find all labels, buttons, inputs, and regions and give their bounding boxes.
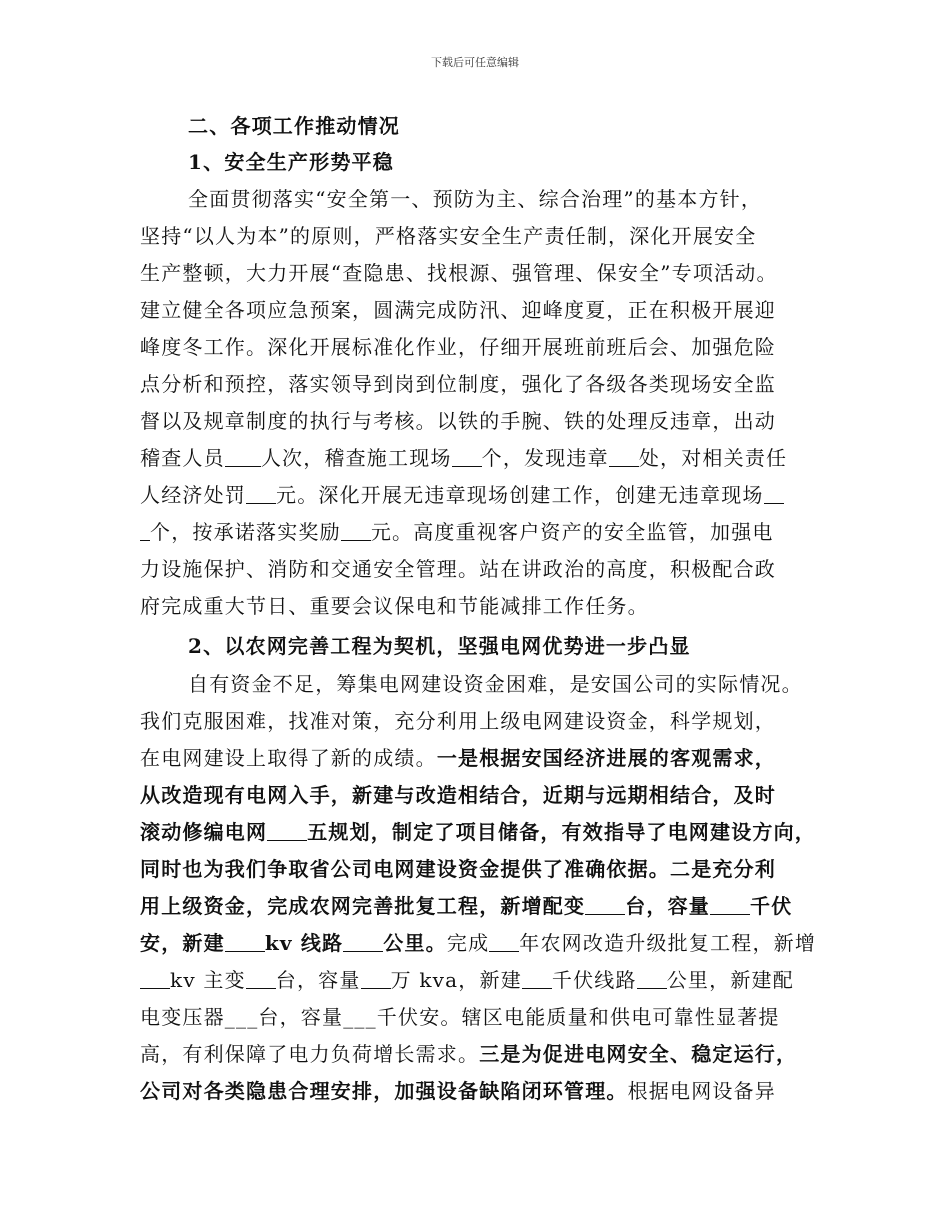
paragraph-line: 督以及规章制度的执行与考核。以铁的手腕、铁的处理反违章，出动 [140,409,776,433]
paragraph-line [140,925,820,961]
text-run: 在电网建设上取得了新的成绩。 [140,746,437,770]
text-run: 公里，新建配 [666,968,794,992]
paragraph-line [140,440,820,476]
bold-text-run: 五规划，制定了项目储备，有效指导了电网建设方向， [307,820,817,844]
text-run: 元。高度重视客户资产的安全监管，加强电 [370,520,774,544]
bold-text-run: 台，容量 [625,894,711,918]
bold-text-run: 安，新建 [140,931,225,955]
blank-field [246,485,276,504]
blank-field [522,970,552,989]
bold-text-run: 滚动修编电网 [140,820,268,844]
paragraph-line [140,962,820,998]
text-run: 完成 [446,931,490,955]
paragraph-line: 自有资金不足，筹集电网建设资金困难，是安国公司的实际情况。 [188,672,803,696]
blank-field [140,970,170,989]
paragraph-line [140,740,820,776]
blank-field [452,448,482,467]
blank-field [140,522,150,541]
paragraph-line: 府完成重大节日、重要会议保电和节能减排工作任务。 [140,594,649,618]
section-heading: 二、各项工作推动情况 [188,114,400,138]
blank-field [343,933,383,952]
blank-field [267,822,307,841]
subsection-heading-2: 2、以农网完善工程为契机，坚强电网优势进一步凸显 [188,634,691,658]
paragraph-line: 坚持“以人为本”的原则，严格落实安全生产责任制，深化开展安全 [140,224,757,248]
bold-text-run: 同时也为我们争取省公司电网建设资金提供了准确依据。 [140,857,670,881]
text-run: 稽查人员 [140,446,225,470]
bold-text-run: 公司对各类隐患合理安排，加强设备缺陷闭环管理。 [140,1079,628,1103]
bold-text-run: 三是为促进电网安全、稳定运行， [479,1042,798,1066]
paragraph-line: 全面贯彻落实“安全第一、预防为主、综合治理”的基本方针， [188,187,763,211]
subsection-heading-1: 1、安全生产形势平稳 [188,150,394,174]
paragraph-line [140,514,820,550]
paragraph-line: 峰度冬工作。深化开展标准化作业，仔细开展班前班后会、加强危险 [140,335,776,359]
paragraph-line-bold [140,814,820,850]
paragraph-line [140,1036,820,1072]
bold-text-run: 二是充分利 [670,857,776,881]
blank-field [609,448,639,467]
text-run: 处，对相关责任 [638,446,788,470]
text-run: 个，发现违章 [481,446,609,470]
blank-field [341,522,371,541]
text-run: 人次，稽查施工现场 [260,446,452,470]
paragraph-line: 力设施保护、消防和交通安全管理。站在讲政治的高度，积极配合政 [140,557,776,581]
paragraph-line [140,477,820,513]
blank-field [225,933,265,952]
bold-text-run: 公里。 [383,931,447,955]
blank-field [764,485,784,504]
blank-field [225,448,261,467]
paragraph-line [140,1073,820,1109]
paragraph-line-bold [140,851,820,887]
paragraph-line: 我们克服困难，找准对策，充分利用上级电网建设资金，科学规划， [140,709,776,733]
blank-field [710,896,750,915]
paragraph-line: 点分析和预控，落实领导到岗到位制度，强化了各级各类现场安全监 [140,372,776,396]
paragraph-line: 建立健全各项应急预案，圆满完成防汛、迎峰度夏，正在积极开展迎 [140,298,776,322]
bold-text-run: 千伏 [750,894,793,918]
text-run: 万 kva，新建 [390,968,522,992]
text-run: 高，有利保障了电力负荷增长需求。 [140,1042,480,1066]
blank-field [361,970,391,989]
bold-text-run: kv 线路 [264,931,344,955]
page-header: 下载后可任意编辑 [431,56,519,69]
paragraph-line: 电变压器___台，容量___千伏安。辖区电能质量和供电可靠性显著提 [140,1005,780,1029]
text-run: 根据电网设备异 [627,1079,777,1103]
paragraph-line-bold: 从改造现有电网入手，新建与改造相结合，近期与远期相结合，及时 [140,783,776,807]
blank-field [585,896,625,915]
blank-field [637,970,667,989]
text-run: kv 主变 [170,968,246,992]
paragraph-line-bold [140,888,820,924]
text-run: 年农网改造升级批复工程，新增 [519,931,817,955]
text-run: 人经济处罚 [140,483,246,507]
text-run: 台，容量 [275,968,361,992]
paragraph-line: 生产整顿，大力开展“查隐患、找根源、强管理、保安全”专项活动。 [140,261,778,285]
blank-field [246,970,276,989]
text-run: 个，按承诺落实奖励 [150,520,341,544]
blank-field [489,933,519,952]
bold-text-run: 用上级资金，完成农网完善批复工程，新增配变 [140,894,586,918]
text-run: 元。深化开展无违章现场创建工作，创建无违章现场 [276,483,764,507]
text-run: 千伏线路 [551,968,637,992]
bold-text-run: 一是根据安国经济进展的客观需求， [436,746,777,770]
